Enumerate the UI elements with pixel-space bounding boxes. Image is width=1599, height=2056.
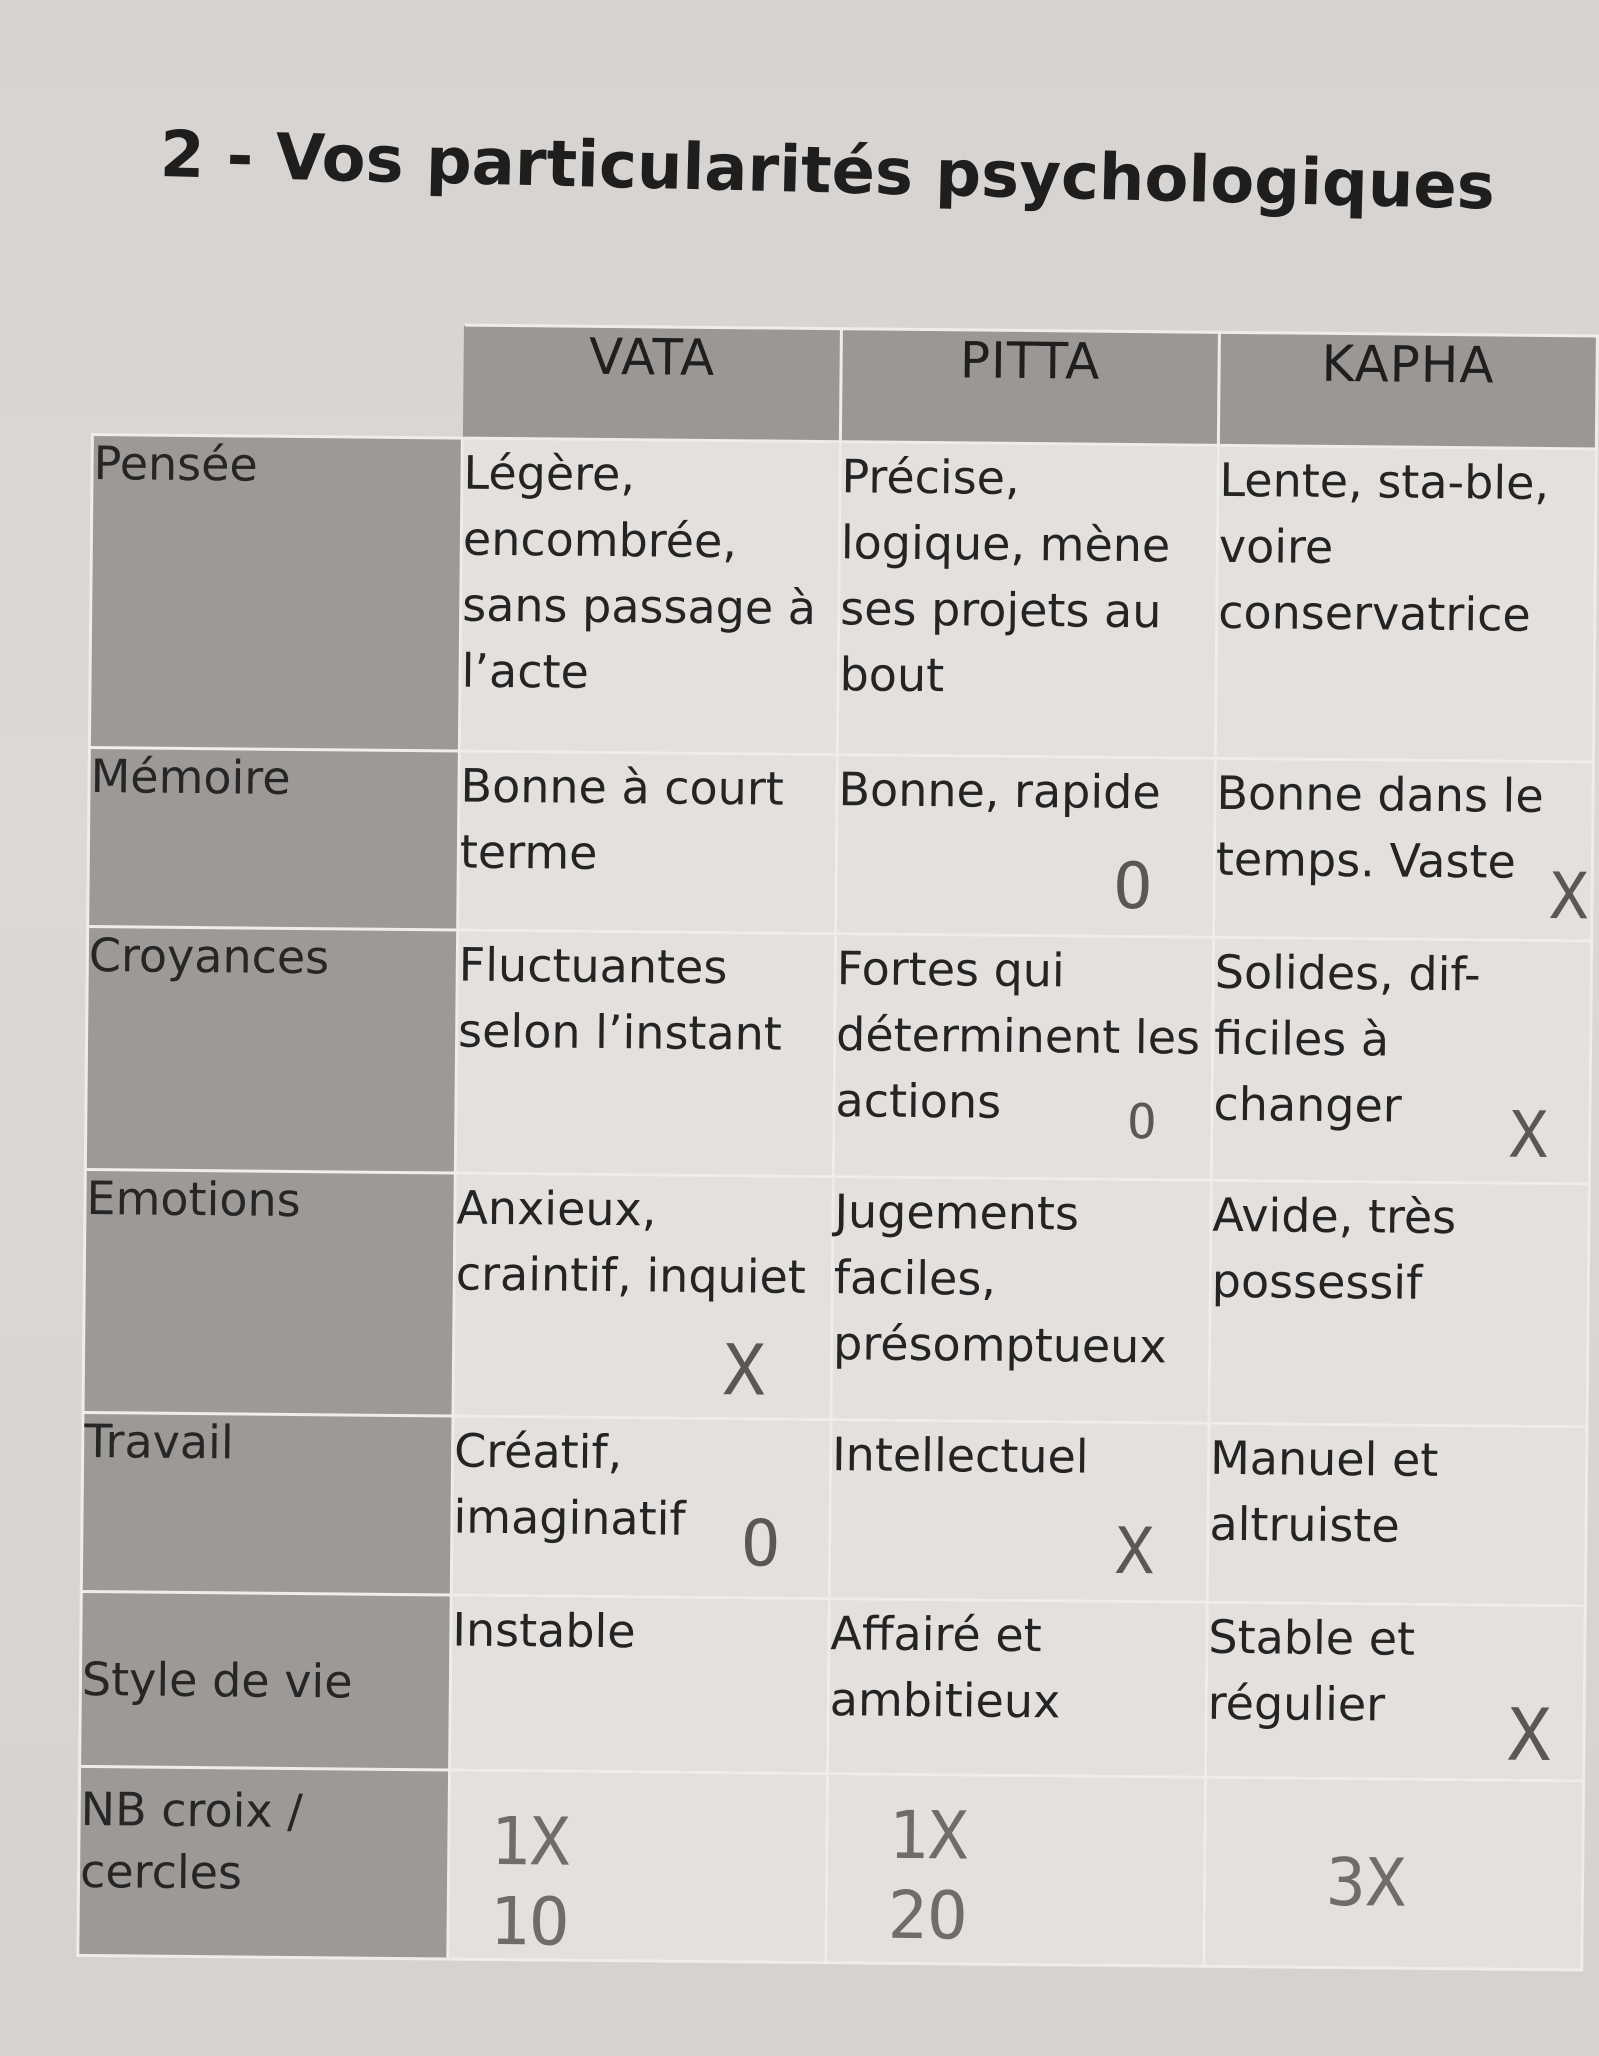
cell-text: Solides, dif-ficiles à changer xyxy=(1213,944,1481,1133)
tally-cell xyxy=(1204,1777,1584,1970)
table-cell xyxy=(828,1599,1208,1778)
handwritten-cross-mark: X xyxy=(1549,860,1589,935)
tally-cell xyxy=(448,1770,828,1963)
table-cell xyxy=(458,751,838,934)
table-cell xyxy=(1214,758,1594,941)
row-header-text: NB croix / cercles xyxy=(79,1781,304,1900)
cell-text: Avide, très possessif xyxy=(1211,1187,1457,1310)
handwritten-cross-mark: X xyxy=(1508,1098,1549,1174)
row-header xyxy=(78,1766,450,1959)
table-cell xyxy=(1206,1602,1586,1781)
page-title: 2 - Vos particularités psychologiques xyxy=(159,118,1496,225)
cell-text: Anxieux, craintif, inquiet xyxy=(455,1180,807,1304)
cell-text: Précise, logique, mène ses projets au bout xyxy=(839,449,1171,703)
table-row xyxy=(85,926,1591,1183)
tally-pitta: 1X 2O xyxy=(887,1796,969,1955)
handwritten-circle-mark: O xyxy=(1127,1093,1157,1151)
table-cell xyxy=(829,1420,1209,1603)
table-cell xyxy=(459,438,840,755)
cell-text: Affairé et ambitieux xyxy=(829,1606,1061,1729)
cell-text: Créatif, imaginatif xyxy=(453,1423,686,1546)
table-row xyxy=(89,435,1596,762)
table-cell xyxy=(1215,445,1596,762)
column-header-vata: VATA xyxy=(462,325,841,442)
table-row xyxy=(88,747,1594,940)
cell-text: Bonne, rapide xyxy=(838,762,1161,820)
handwritten-circle-mark: O xyxy=(740,1507,781,1582)
dosha-table-area xyxy=(76,320,1589,1974)
table-cell xyxy=(1207,1423,1587,1606)
header-corner xyxy=(92,322,463,439)
handwritten-cross-mark: X xyxy=(722,1329,766,1412)
row-header: Style de vie xyxy=(80,1591,452,1770)
row-header: Emotions xyxy=(83,1169,455,1416)
cell-text: Instable xyxy=(452,1602,636,1659)
table-cell xyxy=(837,442,1218,759)
table-cell xyxy=(450,1595,830,1774)
table-header-row xyxy=(92,322,1597,449)
table-row xyxy=(81,1412,1587,1605)
handwritten-cross-mark: X xyxy=(1114,1514,1155,1590)
table-cell xyxy=(1209,1180,1589,1427)
tally-cell xyxy=(826,1774,1206,1967)
table-cell xyxy=(453,1173,833,1420)
cell-text: Stable et régulier xyxy=(1207,1609,1416,1732)
table-row xyxy=(83,1169,1589,1426)
table-cell xyxy=(455,930,835,1177)
handwritten-circle-mark: O xyxy=(1113,849,1153,925)
cell-text: Légère, encombrée, sans passage à l’acte xyxy=(461,445,817,699)
cell-text: Jugements faciles, présomptueux xyxy=(832,1184,1167,1374)
cell-text: Lente, sta-ble, voire conservatrice xyxy=(1217,452,1550,642)
column-header-kapha: KAPHA xyxy=(1218,332,1597,449)
row-header: Mémoire xyxy=(88,747,460,930)
tally-kapha: 3X xyxy=(1325,1843,1406,1922)
cell-text: Bonne dans le temps. Vaste xyxy=(1215,765,1544,889)
row-header: Croyances xyxy=(85,926,457,1173)
table-cell xyxy=(833,934,1213,1181)
column-header-pitta: PITTA xyxy=(840,329,1219,446)
handwritten-cross-mark: X xyxy=(1507,1692,1552,1778)
tally-vata: 1X 1O xyxy=(489,1802,571,1961)
row-header: Travail xyxy=(81,1412,453,1595)
row-header: Pensée xyxy=(89,435,462,752)
cell-text: Bonne à court terme xyxy=(459,758,785,880)
table-cell xyxy=(1211,937,1591,1184)
cell-text: Fluctuantes selon l’instant xyxy=(457,937,783,1061)
dosha-table xyxy=(76,320,1599,1971)
cell-text: Fortes qui déterminent les actions xyxy=(835,941,1201,1129)
cell-text: Manuel et altruiste xyxy=(1209,1430,1439,1553)
table-cell xyxy=(451,1416,831,1599)
table-cell xyxy=(831,1177,1211,1424)
table-cell xyxy=(836,755,1216,938)
cell-text: Intellectuel xyxy=(831,1427,1089,1484)
table-row xyxy=(80,1591,1586,1780)
table-row xyxy=(78,1766,1584,1969)
